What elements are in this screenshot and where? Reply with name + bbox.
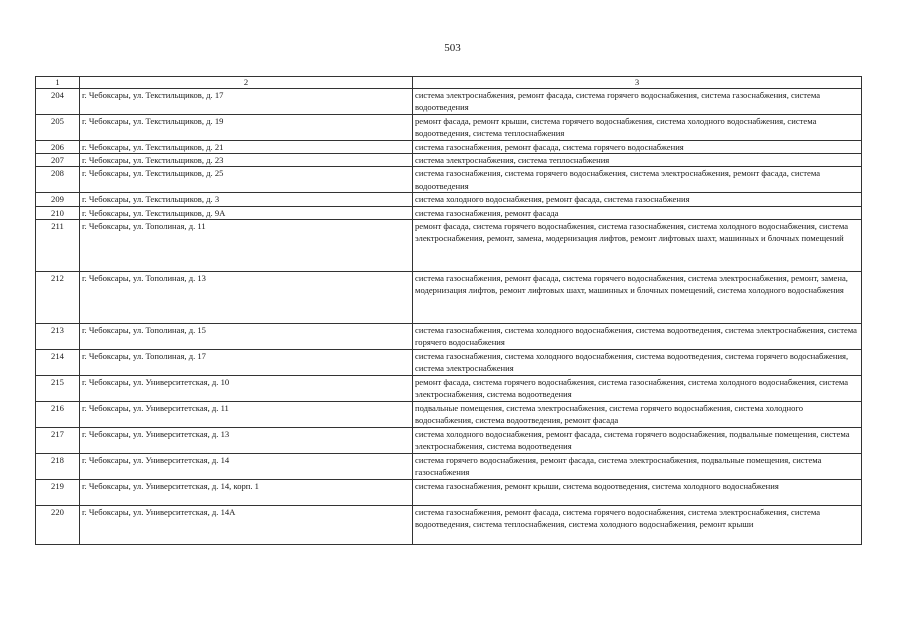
row-number: 217 — [36, 427, 80, 453]
column-header-1: 1 — [36, 77, 80, 89]
table-row — [36, 323, 862, 349]
row-address: г. Чебоксары, ул. Университетская, д. 10 — [80, 375, 413, 401]
row-works: система газоснабжения, система горячего водоснабжения, система электроснабжения, ремонт фасада, система водоотведения — [413, 167, 862, 193]
row-number: 213 — [36, 323, 80, 349]
row-address: г. Чебоксары, ул. Университетская, д. 14 — [80, 453, 413, 479]
row-works: система холодного водоснабжения, ремонт фасада, система газоснабжения — [413, 193, 862, 206]
row-works: система газоснабжения, система холодного водоснабжения, система водоотведения, система горячего водоснабжения, система электроснабжения — [413, 349, 862, 375]
row-works: система газоснабжения, ремонт крыши, система водоотведения, система холодного водоснабжения — [413, 479, 862, 505]
table-row — [36, 505, 862, 544]
row-number: 210 — [36, 206, 80, 219]
column-header-2: 2 — [80, 77, 413, 89]
row-number: 220 — [36, 505, 80, 544]
table-body — [36, 89, 862, 545]
row-number: 211 — [36, 219, 80, 271]
row-address: г. Чебоксары, ул. Тополиная, д. 11 — [80, 219, 413, 271]
table-row — [36, 115, 862, 141]
page-number: 503 — [444, 42, 461, 54]
row-number: 216 — [36, 401, 80, 427]
row-address: г. Чебоксары, ул. Текстильщиков, д. 3 — [80, 193, 413, 206]
table-row — [36, 453, 862, 479]
table-row — [36, 154, 862, 167]
row-address: г. Чебоксары, ул. Текстильщиков, д. 9А — [80, 206, 413, 219]
row-number: 214 — [36, 349, 80, 375]
table-row — [36, 206, 862, 219]
works-table — [35, 76, 862, 545]
header-row — [36, 77, 862, 89]
row-address: г. Чебоксары, ул. Тополиная, д. 13 — [80, 271, 413, 323]
table-row — [36, 89, 862, 115]
row-works: подвальные помещения, система электроснабжения, система горячего водоснабжения, система холодного водоснабжения, система водоотведения, ремонт фасада — [413, 401, 862, 427]
row-works: система электроснабжения, система теплоснабжения — [413, 154, 862, 167]
table-row — [36, 375, 862, 401]
row-works: система газоснабжения, ремонт фасада, система горячего водоснабжения, система электроснабжения, система водоотведения, система теплоснабжения, система холодного водоснабжения, ремонт крыши — [413, 505, 862, 544]
row-address: г. Чебоксары, ул. Текстильщиков, д. 19 — [80, 115, 413, 141]
row-number: 207 — [36, 154, 80, 167]
table-row — [36, 479, 862, 505]
row-works: система горячего водоснабжения, ремонт фасада, система электроснабжения, подвальные помещения, система газоснабжения — [413, 453, 862, 479]
row-number: 209 — [36, 193, 80, 206]
table-header — [36, 77, 862, 89]
table-row — [36, 193, 862, 206]
row-works: ремонт фасада, система горячего водоснабжения, система газоснабжения, система холодного водоснабжения, система электроснабжения, ремонт, замена, модернизация лифтов, ремонт лифтовых шахт, машинных и блочных помещений — [413, 219, 862, 271]
row-address: г. Чебоксары, ул. Университетская, д. 14, корп. 1 — [80, 479, 413, 505]
row-number: 205 — [36, 115, 80, 141]
row-address: г. Чебоксары, ул. Текстильщиков, д. 17 — [80, 89, 413, 115]
row-address: г. Чебоксары, ул. Университетская, д. 14А — [80, 505, 413, 544]
row-number: 212 — [36, 271, 80, 323]
row-address: г. Чебоксары, ул. Университетская, д. 13 — [80, 427, 413, 453]
row-address: г. Чебоксары, ул. Тополиная, д. 15 — [80, 323, 413, 349]
row-works: система газоснабжения, ремонт фасада — [413, 206, 862, 219]
row-works: ремонт фасада, система горячего водоснабжения, система газоснабжения, система холодного водоснабжения, система электроснабжения, система водоотведения — [413, 375, 862, 401]
row-works: система газоснабжения, ремонт фасада, система горячего водоснабжения, система электроснабжения, ремонт, замена, модернизация лифтов, ремонт лифтовых шахт, машинных и блочных помещений, система холодного водоснабжения — [413, 271, 862, 323]
row-works: система газоснабжения, ремонт фасада, система горячего водоснабжения — [413, 141, 862, 154]
table-row — [36, 349, 862, 375]
row-works: ремонт фасада, ремонт крыши, система горячего водоснабжения, система холодного водоснабжения, система водоотведения, система теплоснабжения — [413, 115, 862, 141]
table-row — [36, 401, 862, 427]
row-address: г. Чебоксары, ул. Текстильщиков, д. 23 — [80, 154, 413, 167]
row-address: г. Чебоксары, ул. Университетская, д. 11 — [80, 401, 413, 427]
table-row — [36, 427, 862, 453]
table-row — [36, 141, 862, 154]
row-address: г. Чебоксары, ул. Тополиная, д. 17 — [80, 349, 413, 375]
row-works: система газоснабжения, система холодного водоснабжения, система водоотведения, система электроснабжения, система горячего водоснабжения — [413, 323, 862, 349]
row-works: система холодного водоснабжения, ремонт фасада, система горячего водоснабжения, подвальные помещения, система электроснабжения, система водоотведения — [413, 427, 862, 453]
row-number: 206 — [36, 141, 80, 154]
row-number: 204 — [36, 89, 80, 115]
row-address: г. Чебоксары, ул. Текстильщиков, д. 21 — [80, 141, 413, 154]
column-header-3: 3 — [413, 77, 862, 89]
table-row — [36, 219, 862, 271]
row-works: система электроснабжения, ремонт фасада, система горячего водоснабжения, система газоснабжения, система водоотведения — [413, 89, 862, 115]
row-number: 218 — [36, 453, 80, 479]
row-number: 215 — [36, 375, 80, 401]
table-row — [36, 167, 862, 193]
row-number: 219 — [36, 479, 80, 505]
row-address: г. Чебоксары, ул. Текстильщиков, д. 25 — [80, 167, 413, 193]
row-number: 208 — [36, 167, 80, 193]
table-row — [36, 271, 862, 323]
